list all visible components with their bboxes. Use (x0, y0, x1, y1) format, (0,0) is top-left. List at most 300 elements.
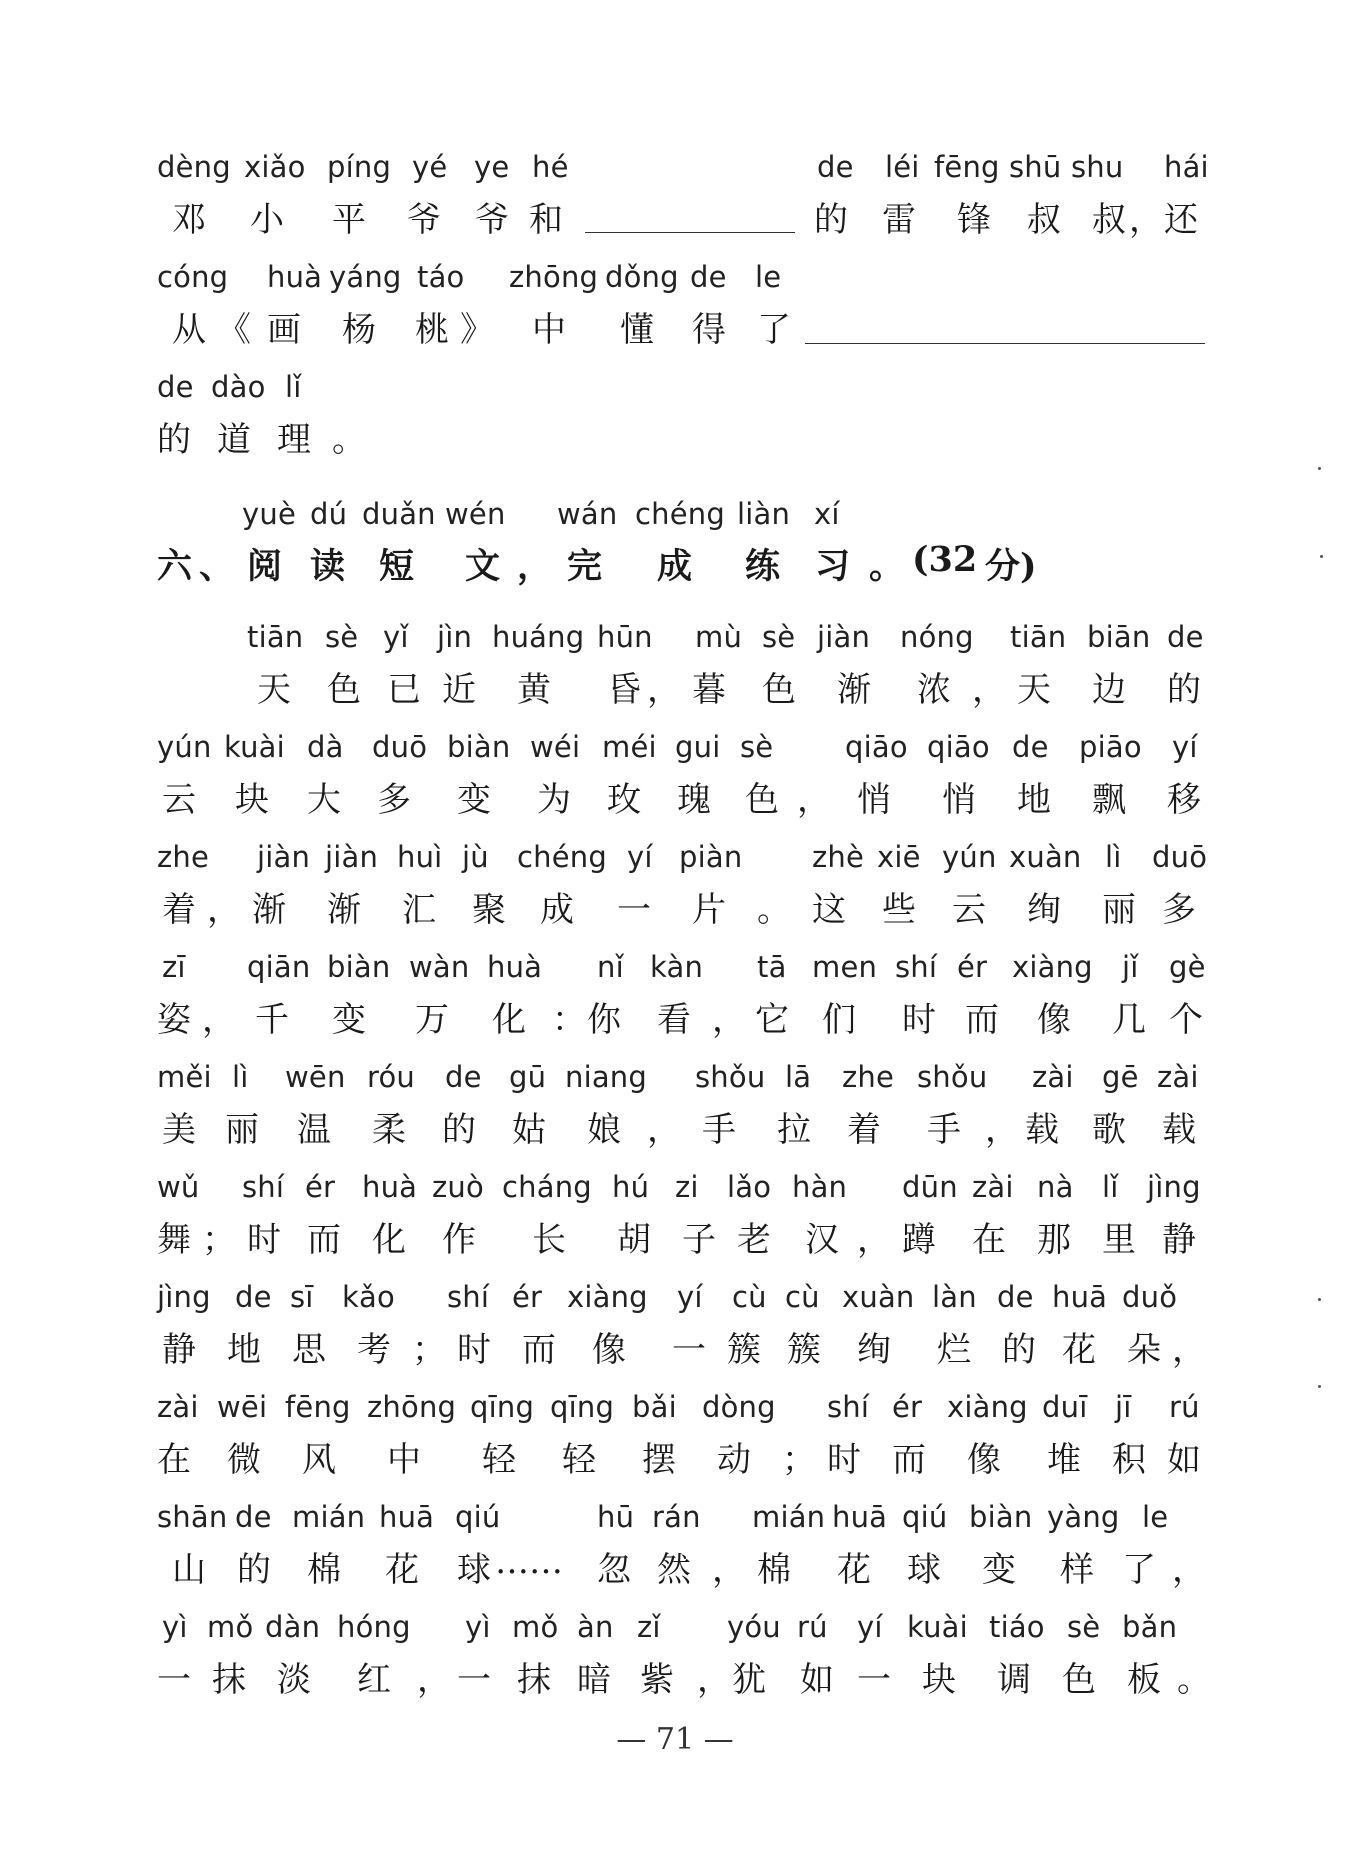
hanzi-char: …… (495, 1542, 563, 1582)
hanzi-char: 还 (1164, 200, 1198, 240)
hanzi-char: 作 (442, 1220, 476, 1260)
hanzi-char: 得 (692, 310, 726, 350)
fill-sentence-line-2 (157, 260, 1202, 350)
passage-line-1 (157, 620, 1204, 710)
hanzi-char: 暗 (577, 1660, 611, 1700)
pinyin-row (157, 1610, 1202, 1648)
pinyin-syllable: de (1167, 620, 1204, 654)
pinyin-syllable: cóng (157, 260, 229, 294)
hanzi-char: 一 (857, 1660, 891, 1700)
pinyin-syllable: dà (307, 730, 344, 764)
hanzi-char: 美 (162, 1110, 196, 1150)
hanzi-row (157, 539, 1202, 587)
hanzi-char: 浓 (917, 670, 951, 710)
hanzi-char: 花 (1062, 1330, 1096, 1370)
pinyin-syllable: wàn (409, 950, 470, 984)
pinyin-syllable: huà (267, 260, 323, 294)
hanzi-char: 丽 (1102, 890, 1136, 930)
hanzi-char: 小 (250, 200, 284, 240)
hanzi-row (157, 1542, 1206, 1590)
hanzi-char: 变 (457, 780, 491, 820)
hanzi-char: 花 (385, 1550, 419, 1590)
hanzi-char: ， (985, 1110, 1019, 1150)
pinyin-syllable: dǒng (605, 260, 679, 294)
hanzi-char: 娘 (587, 1110, 621, 1150)
pinyin-row (157, 1280, 1202, 1318)
hanzi-char: 片 (692, 890, 726, 930)
pinyin-syllable: mián (752, 1500, 826, 1534)
hanzi-char: 像 (592, 1330, 626, 1370)
pinyin-syllable: dú (310, 497, 348, 531)
hanzi-char: 分) (985, 546, 1037, 587)
pinyin-syllable: ye (474, 150, 510, 184)
pinyin-syllable: xuàn (1009, 840, 1082, 874)
pinyin-syllable: yí (677, 1280, 703, 1314)
hanzi-char: 蹲 (902, 1220, 936, 1260)
hanzi-char: 舞 (157, 1220, 191, 1260)
hanzi-char: 汉 (805, 1220, 839, 1260)
pinyin-syllable: shí (242, 1170, 285, 1204)
hanzi-char: ， (697, 1660, 731, 1700)
pinyin-row (157, 950, 1206, 988)
pinyin-syllable: qiān (247, 950, 311, 984)
pinyin-syllable: xiàng (567, 1280, 648, 1314)
hanzi-char: 块 (922, 1660, 956, 1700)
pinyin-syllable: shí (827, 1390, 870, 1424)
hanzi-char: 多 (377, 780, 411, 820)
hanzi-char: 色 (762, 670, 796, 710)
pinyin-syllable: yún (942, 840, 997, 874)
passage-line-7 (157, 1280, 1206, 1370)
pinyin-syllable: gè (1169, 950, 1206, 984)
pinyin-syllable: ér (512, 1280, 543, 1314)
hanzi-char: ， (647, 1110, 681, 1150)
pinyin-syllable: huà (487, 950, 543, 984)
pinyin-syllable: ér (957, 950, 988, 984)
hanzi-char: 那 (1037, 1220, 1071, 1260)
pinyin-row (157, 1500, 1202, 1538)
hanzi-row (157, 882, 1202, 930)
hanzi-char: ， (417, 1660, 451, 1700)
hanzi-char: 《 (217, 310, 251, 350)
hanzi-char: 棉 (307, 1550, 341, 1590)
pinyin-syllable: nà (1037, 1170, 1074, 1204)
hanzi-char: 球 (457, 1550, 491, 1590)
hanzi-char: 爷 (407, 200, 441, 240)
hanzi-char: 温 (297, 1110, 331, 1150)
hanzi-char: 渐 (327, 890, 361, 930)
hanzi-char: ， (712, 1550, 746, 1590)
hanzi-char: 了 (757, 310, 791, 350)
pinyin-syllable: yì (162, 1610, 188, 1644)
hanzi-row (157, 192, 1202, 240)
hanzi-char: 而 (522, 1330, 556, 1370)
hanzi-char: 子 (682, 1220, 716, 1260)
hanzi-char: 的 (442, 1110, 476, 1150)
hanzi-char: 边 (1092, 670, 1126, 710)
pinyin-syllable: yí (627, 840, 653, 874)
pinyin-syllable: huā (1052, 1280, 1108, 1314)
hanzi-char: 轻 (562, 1440, 596, 1480)
pinyin-syllable: duǎn (362, 497, 436, 531)
pinyin-syllable: xiǎo (244, 150, 306, 184)
pinyin-syllable: zǐ (637, 1610, 661, 1644)
pinyin-syllable: yóu (727, 1610, 781, 1644)
pinyin-row (157, 370, 1202, 408)
pinyin-syllable: ér (892, 1390, 923, 1424)
pinyin-syllable: sè (740, 730, 774, 764)
pinyin-row (157, 730, 1202, 768)
pinyin-syllable: shí (447, 1280, 490, 1314)
hanzi-char: 桃 (415, 310, 449, 350)
pinyin-syllable: shān (157, 1500, 228, 1534)
scan-speck (1318, 467, 1321, 470)
pinyin-syllable: gui (675, 730, 721, 764)
pinyin-syllable: qīng (550, 1390, 615, 1424)
hanzi-char: 一 (617, 890, 651, 930)
hanzi-char: 老 (737, 1220, 771, 1260)
pinyin-syllable: bǎi (632, 1390, 677, 1424)
pinyin-syllable: kuài (224, 730, 285, 764)
pinyin-syllable: lǐ (1102, 1170, 1119, 1204)
pinyin-syllable: hàn (792, 1170, 848, 1204)
hanzi-char: 平 (332, 200, 366, 240)
pinyin-syllable: shū (1009, 150, 1062, 184)
hanzi-char: 杨 (342, 310, 376, 350)
hanzi-char: 色 (745, 780, 779, 820)
pinyin-syllable: huáng (492, 620, 585, 654)
pinyin-syllable: piāo (1079, 730, 1142, 764)
pinyin-syllable: qiú (902, 1500, 948, 1534)
hanzi-char: 红 (357, 1660, 391, 1700)
pinyin-syllable: lì (232, 1060, 249, 1094)
pinyin-row (157, 620, 1202, 658)
hanzi-char: 簇 (727, 1330, 761, 1370)
pinyin-syllable: mián (292, 1500, 366, 1534)
pinyin-syllable: cù (785, 1280, 820, 1314)
hanzi-char: 懂 (620, 310, 654, 350)
hanzi-char: 样 (1060, 1550, 1094, 1590)
pinyin-syllable: wǔ (157, 1170, 200, 1204)
pinyin-syllable: cháng (502, 1170, 592, 1204)
pinyin-syllable: dèng (157, 150, 231, 184)
hanzi-char: 万 (415, 1000, 449, 1040)
hanzi-char: 天 (1017, 670, 1051, 710)
hanzi-char: 画 (267, 310, 301, 350)
pinyin-syllable: lǐ (285, 370, 302, 404)
pinyin-syllable: jù (462, 840, 489, 874)
hanzi-char: 考 (357, 1330, 391, 1370)
pinyin-syllable: qiāo (845, 730, 908, 764)
hanzi-char: 丽 (225, 1110, 259, 1150)
hanzi-char: 而 (307, 1220, 341, 1260)
pinyin-syllable: cù (732, 1280, 767, 1314)
pinyin-syllable: shu (1071, 150, 1124, 184)
hanzi-char: 时 (827, 1440, 861, 1480)
pinyin-syllable: de (1012, 730, 1049, 764)
pinyin-syllable: róu (367, 1060, 416, 1094)
hanzi-row (157, 1432, 1202, 1480)
pinyin-syllable: piàn (679, 840, 743, 874)
pinyin-syllable: mù (695, 620, 743, 654)
pinyin-syllable: shǒu (917, 1060, 988, 1094)
pinyin-syllable: sè (762, 620, 796, 654)
pinyin-syllable: yé (412, 150, 448, 184)
hanzi-char: 而 (965, 1000, 999, 1040)
pinyin-syllable: huì (397, 840, 443, 874)
hanzi-char: 载 (1162, 1110, 1196, 1150)
hanzi-char: 》 (460, 310, 494, 350)
hanzi-char: 胡 (617, 1220, 651, 1260)
hanzi-char: 。 (1177, 1660, 1211, 1700)
hanzi-char: 暮 (692, 670, 726, 710)
hanzi-row (157, 772, 1202, 820)
pinyin-syllable: yí (1172, 730, 1198, 764)
pinyin-syllable: rán (652, 1500, 701, 1534)
pinyin-syllable: kuài (907, 1610, 968, 1644)
pinyin-syllable: biàn (327, 950, 391, 984)
hanzi-char: 成 (657, 546, 693, 587)
hanzi-char: 烂 (937, 1330, 971, 1370)
pinyin-syllable: xiàng (947, 1390, 1028, 1424)
pinyin-syllable: duō (1152, 840, 1208, 874)
hanzi-char: 为 (537, 780, 571, 820)
pinyin-syllable: mǒ (512, 1610, 559, 1644)
pinyin-syllable: nǐ (597, 950, 624, 984)
pinyin-row (157, 150, 1209, 188)
pinyin-syllable: hūn (597, 620, 653, 654)
pinyin-syllable: biàn (969, 1500, 1033, 1534)
hanzi-char: 时 (457, 1330, 491, 1370)
passage-line-4 (157, 950, 1206, 1040)
pinyin-syllable: jiàn (325, 840, 379, 874)
pinyin-syllable: niang (565, 1060, 647, 1094)
passage-line-9 (157, 1500, 1206, 1590)
fill-sentence-line-3 (157, 370, 1202, 460)
hanzi-char: 。 (757, 890, 791, 930)
pinyin-row (157, 1060, 1202, 1098)
hanzi-char: 载 (1025, 1110, 1059, 1150)
pinyin-syllable: de (235, 1500, 272, 1534)
pinyin-syllable: wēi (217, 1390, 268, 1424)
hanzi-char: 思 (292, 1330, 326, 1370)
hanzi-char: 手 (927, 1110, 961, 1150)
hanzi-char: 地 (227, 1330, 261, 1370)
hanzi-char: 渐 (837, 670, 871, 710)
pinyin-syllable: sè (325, 620, 359, 654)
hanzi-char: 化 (492, 1000, 526, 1040)
pinyin-syllable: zi (675, 1170, 699, 1204)
pinyin-syllable: wén (445, 497, 506, 531)
hanzi-char: 飘 (1092, 780, 1126, 820)
hanzi-char: 球 (907, 1550, 941, 1590)
hanzi-char: 悄 (942, 780, 976, 820)
hanzi-char: 。 (869, 546, 905, 587)
hanzi-char: 雷 (882, 200, 916, 240)
hanzi-char: 瑰 (677, 780, 711, 820)
pinyin-syllable: jī (1115, 1390, 1132, 1424)
pinyin-syllable: zài (1032, 1060, 1074, 1094)
pinyin-row (157, 840, 1208, 878)
pinyin-syllable: hé (532, 150, 569, 184)
pinyin-syllable: jiàn (817, 620, 871, 654)
pinyin-syllable: men (812, 950, 878, 984)
pinyin-syllable: sī (290, 1280, 314, 1314)
pinyin-syllable: qiú (455, 1500, 501, 1534)
pinyin-row (157, 1390, 1202, 1428)
hanzi-char: 玫 (607, 780, 641, 820)
hanzi-char: 化 (372, 1220, 406, 1260)
hanzi-char: 色 (327, 670, 361, 710)
hanzi-char: 习 (815, 546, 851, 587)
hanzi-char: 块 (235, 780, 269, 820)
hanzi-char: ， (1172, 1330, 1206, 1370)
pinyin-syllable: jǐ (1122, 950, 1139, 984)
answer-blank-2[interactable] (805, 343, 1205, 344)
pinyin-syllable: de (817, 150, 854, 184)
passage-line-5 (157, 1060, 1202, 1150)
hanzi-char: 汇 (402, 890, 436, 930)
pinyin-syllable: xiàng (1012, 950, 1093, 984)
pinyin-syllable: làn (932, 1280, 977, 1314)
hanzi-char: 堆 (1047, 1440, 1081, 1480)
pinyin-syllable: huā (379, 1500, 435, 1534)
hanzi-char: (32 (912, 539, 978, 580)
pinyin-syllable: zài (157, 1390, 199, 1424)
passage-line-3 (157, 840, 1208, 930)
pinyin-syllable: gē (1102, 1060, 1139, 1094)
pinyin-syllable: jìng (157, 1280, 211, 1314)
hanzi-char: ， (797, 780, 831, 820)
pinyin-row (157, 497, 1202, 535)
pinyin-syllable: de (690, 260, 727, 294)
hanzi-char: ， (857, 1220, 891, 1260)
hanzi-char: 阅 (247, 546, 283, 587)
hanzi-char: 。 (332, 420, 366, 460)
hanzi-char: 抹 (212, 1660, 246, 1700)
hanzi-char: 完 (567, 546, 603, 587)
hanzi-char: ， (517, 546, 553, 587)
hanzi-char: 近 (442, 670, 476, 710)
pinyin-syllable: zhe (842, 1060, 895, 1094)
hanzi-char: 姑 (512, 1110, 546, 1150)
pinyin-syllable: duī (1042, 1390, 1088, 1424)
pinyin-syllable: zhè (812, 840, 865, 874)
pinyin-syllable: yàng (1047, 1500, 1120, 1534)
hanzi-char: 们 (822, 1000, 856, 1040)
hanzi-char: 千 (255, 1000, 289, 1040)
pinyin-syllable: sè (1067, 1610, 1101, 1644)
hanzi-char: 色 (1062, 1660, 1096, 1700)
hanzi-char: 、 (199, 546, 235, 587)
hanzi-char: 个 (1169, 1000, 1203, 1040)
hanzi-char: 如 (1167, 1440, 1201, 1480)
pinyin-syllable: yí (857, 1610, 883, 1644)
scan-speck (1320, 555, 1323, 558)
hanzi-char: 些 (882, 890, 916, 930)
pinyin-syllable: yǐ (383, 620, 409, 654)
pinyin-syllable: rú (797, 1610, 828, 1644)
pinyin-row (157, 260, 1202, 298)
hanzi-char: 时 (247, 1220, 281, 1260)
answer-blank-1[interactable] (585, 232, 795, 233)
pinyin-syllable: bǎn (1122, 1610, 1178, 1644)
pinyin-syllable: xí (814, 497, 840, 531)
passage-line-8 (157, 1390, 1202, 1480)
hanzi-char: 邓 (172, 200, 206, 240)
hanzi-char: 渐 (252, 890, 286, 930)
pinyin-syllable: le (1142, 1500, 1169, 1534)
hanzi-char: ， (202, 1000, 236, 1040)
pinyin-syllable: lǎo (727, 1170, 772, 1204)
hanzi-char: 簇 (787, 1330, 821, 1370)
hanzi-char: 淡 (277, 1660, 311, 1700)
pinyin-syllable: dòng (702, 1390, 776, 1424)
pinyin-syllable: tā (757, 950, 787, 984)
hanzi-char: 在 (157, 1440, 191, 1480)
pinyin-syllable: yì (465, 1610, 491, 1644)
hanzi-char: ， (712, 1000, 746, 1040)
hanzi-char: 歌 (1092, 1110, 1126, 1150)
hanzi-char: 手 (702, 1110, 736, 1150)
pinyin-syllable: píng (327, 150, 392, 184)
pinyin-syllable: lā (785, 1060, 812, 1094)
hanzi-char: 而 (892, 1440, 926, 1480)
hanzi-char: ； (202, 1220, 236, 1260)
hanzi-char: 绚 (1027, 890, 1061, 930)
hanzi-char: 黄 (517, 670, 551, 710)
pinyin-syllable: shí (895, 950, 938, 984)
hanzi-char: 中 (532, 310, 566, 350)
pinyin-syllable: xuàn (842, 1280, 915, 1314)
hanzi-row (157, 662, 1202, 710)
hanzi-row (157, 1322, 1206, 1370)
pinyin-syllable: qiāo (927, 730, 990, 764)
pinyin-syllable: wēn (285, 1060, 346, 1094)
pinyin-syllable: biàn (447, 730, 511, 764)
pinyin-syllable: duǒ (1122, 1280, 1178, 1314)
passage-line-10 (157, 1610, 1211, 1700)
hanzi-char: ， (972, 670, 1006, 710)
pinyin-syllable: zuò (432, 1170, 484, 1204)
hanzi-char: 练 (745, 546, 781, 587)
hanzi-char: 花 (837, 1550, 871, 1590)
hanzi-row (157, 302, 1202, 350)
hanzi-char: 大 (307, 780, 341, 820)
pinyin-syllable: duō (372, 730, 428, 764)
pinyin-syllable: rú (1169, 1390, 1200, 1424)
pinyin-syllable: yuè (242, 497, 296, 531)
hanzi-char: ； (412, 1330, 446, 1370)
pinyin-syllable: táo (417, 260, 465, 294)
pinyin-syllable: shǒu (695, 1060, 766, 1094)
pinyin-syllable: dào (211, 370, 266, 404)
hanzi-char: 抹 (517, 1660, 551, 1700)
hanzi-char: 移 (1167, 780, 1201, 820)
pinyin-syllable: kǎo (342, 1280, 395, 1314)
passage-line-2 (157, 730, 1202, 820)
pinyin-syllable: méi (602, 730, 657, 764)
hanzi-char: 时 (902, 1000, 936, 1040)
hanzi-char: 中 (387, 1440, 421, 1480)
pinyin-syllable: wéi (530, 730, 581, 764)
hanzi-row (157, 1212, 1202, 1260)
hanzi-char: 忽 (597, 1550, 631, 1590)
hanzi-char: 轻 (482, 1440, 516, 1480)
pinyin-syllable: chéng (635, 497, 725, 531)
hanzi-char: 叔 (1027, 200, 1061, 240)
hanzi-char: 变 (332, 1000, 366, 1040)
